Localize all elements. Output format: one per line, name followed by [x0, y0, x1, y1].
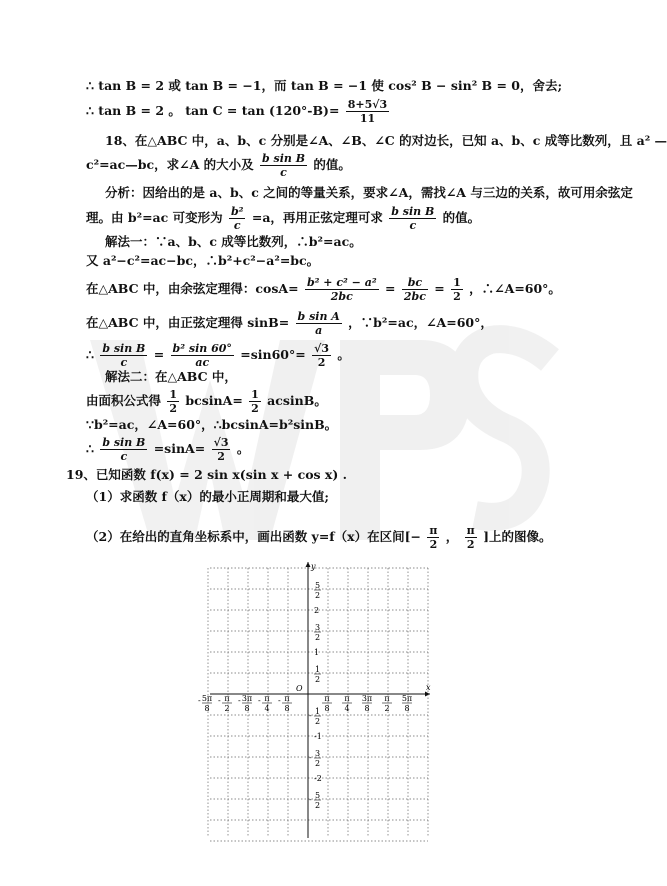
fraction: $\frac{1}{2}$: [169, 388, 178, 415]
fraction: $\frac{1}{2}$: [251, 388, 259, 415]
y-tick-denominator: 2: [315, 633, 321, 642]
fraction: $\frac{1}{2}$: [453, 276, 461, 303]
question-19-part-1: （1）求函数 f（x）的最小正周期和最大值;: [86, 489, 329, 504]
x-tick-denominator: 4: [344, 704, 350, 713]
fraction: $\frac{\text{b sin B}}{c}$: [102, 436, 146, 463]
coordinate-grid: [198, 560, 432, 840]
x-tick-denominator: 8: [284, 704, 290, 713]
x-tick-numerator: π: [284, 694, 290, 703]
area-formula-line: 由面积公式得 $\frac{1}{2}$ bcsinA= $\frac{1}{2}$ acsinB。: [86, 388, 327, 415]
fraction: $\frac{8+5√3}{11}$: [347, 98, 388, 125]
fraction: $\frac{bc}{2bc}$: [403, 276, 426, 303]
y-tick-sign: -: [309, 795, 312, 804]
y-tick-numerator: 5: [315, 581, 321, 590]
x-axis-label: x: [426, 683, 431, 692]
x-tick-denominator: 8: [244, 704, 250, 713]
y-tick-denominator: 2: [315, 717, 321, 726]
y-tick-numerator: 3: [315, 749, 321, 758]
cosine-law-line: 在△ABC 中，由余弦定理得：cosA= $\frac{\text{b² + c² − a²}}{2bc}$ = $\frac{bc}{2bc}$ = $\frac{1}{2}$ ，∴∠A=60°。: [86, 276, 561, 303]
y-tick-numerator: 1: [315, 665, 321, 674]
x-tick-sign: -: [278, 696, 281, 705]
question-18-cont: c²=ac—bc，求∠A 的大小及 $\frac{\text{b sin B}}{c}$ 的值。: [86, 152, 351, 179]
fraction: $\frac{√3}{2}$: [314, 342, 329, 369]
x-tick-numerator: π: [384, 694, 390, 703]
fraction: $\frac{\pi}{2}$: [466, 524, 475, 551]
x-tick-numerator: π: [344, 694, 350, 703]
question-19: 19、已知函数 f(x) = 2 sin x(sin x + cos x) .: [66, 467, 347, 482]
fraction: $\frac{\text{b sin B}}{c}$: [391, 205, 435, 232]
x-tick-denominator: 8: [364, 704, 370, 713]
question-18: 18、在△ABC 中，a、b、c 分别是∠A、∠B、∠C 的对边长，已知 a、b、c 成等比数列，且 a² —: [105, 133, 667, 148]
y-tick-label: -2: [314, 774, 322, 783]
solution-2-line-3: ∵b²=ac，∠A=60°，∴bcsinA=b²sinB。: [86, 417, 338, 432]
y-tick-label: 1: [314, 648, 320, 657]
x-tick-numerator: 5π: [401, 694, 413, 703]
x-tick-sign: -: [238, 696, 241, 705]
solution-2-title: 解法二：在△ABC 中，: [105, 369, 237, 384]
fraction: $\frac{\text{b² + c² − a²}}{2bc}$: [306, 276, 377, 303]
x-tick-sign: -: [258, 696, 261, 705]
y-tick-denominator: 2: [315, 801, 321, 810]
solution-1-line-1: 解法一：∵a、b、c 成等比数列，∴b²=ac。: [105, 234, 362, 249]
line-tan-b: ∴ tan B = 2 或 tan B = −1，而 tan B = −1 使 cos² B − sin² B = 0，舍去;: [86, 78, 563, 93]
y-tick-numerator: 1: [315, 707, 321, 716]
x-tick-sign: -: [218, 696, 221, 705]
solution-2-result: ∴ $\frac{\text{b sin B}}{c}$ =sinA= $\frac{√3}{2}$ 。: [86, 436, 250, 463]
x-tick-denominator: 8: [404, 704, 410, 713]
origin-label: O: [296, 684, 303, 693]
line-tan-c: ∴ tan B = 2 。 tan C = tan (120°-B)= $\frac{8+5√3}{11}$: [86, 98, 388, 125]
x-tick-numerator: 5π: [201, 694, 213, 703]
x-axis-arrow: [425, 692, 430, 697]
analysis-line-2: 理。由 b²=ac 可变形为 $\frac{\text{b²}}{c}$ =a，再用正弦定理可求 $\frac{\text{b sin B}}{c}$ 的值。: [86, 205, 481, 232]
y-tick-label: -1: [314, 732, 322, 741]
x-tick-numerator: 3π: [241, 694, 253, 703]
analysis-line-1: 分析：因给出的是 a、b、c 之间的等量关系，要求∠A，需找∠A 与三边的关系，故可用余弦定: [105, 185, 633, 200]
sine-law-line: 在△ABC 中，由正弦定理得 sinB= $\frac{\text{b sin A}}{a}$ ，∵b²=ac，∠A=60°，: [86, 310, 493, 337]
y-tick-denominator: 2: [315, 591, 321, 600]
fraction: $\frac{\text{b²}}{c}$: [230, 205, 244, 232]
x-tick-denominator: 2: [224, 704, 230, 713]
y-tick-label: 2: [314, 606, 320, 615]
x-tick-denominator: 2: [384, 704, 390, 713]
y-axis-arrow: [306, 562, 311, 567]
fraction: $\frac{\text{b sin B}}{c}$: [102, 342, 146, 369]
y-tick-numerator: 5: [315, 791, 321, 800]
y-tick-denominator: 2: [315, 759, 321, 768]
y-tick-numerator: 3: [315, 623, 321, 632]
fraction: $\frac{\pi}{2}$: [429, 524, 438, 551]
y-axis-label: y: [311, 562, 316, 571]
fraction: $\frac{\text{b sin B}}{c}$: [262, 152, 306, 179]
x-tick-numerator: π: [224, 694, 230, 703]
x-tick-denominator: 4: [264, 704, 270, 713]
x-tick-numerator: π: [324, 694, 330, 703]
x-tick-sign: -: [198, 696, 201, 705]
question-19-part-2: （2）在给出的直角坐标系中，画出函数 y=f（x）在区间[− $\frac{\pi}{2}$ ， $\frac{\pi}{2}$ ]上的图像。: [86, 524, 552, 551]
fraction: $\frac{√3}{2}$: [213, 436, 229, 463]
x-tick-denominator: 8: [324, 704, 330, 713]
fraction: $\frac{\text{b² sin 60°}}{ac}$: [172, 342, 232, 369]
y-tick-denominator: 2: [315, 675, 321, 684]
fraction: $\frac{\text{b sin A}}{a}$: [297, 310, 340, 337]
sine-result-line: ∴ $\frac{\text{b sin B}}{c}$ = $\frac{\text{b² sin 60°}}{ac}$ =sin60°= $\frac{√3}{2}$ 。: [86, 342, 350, 369]
y-tick-sign: -: [309, 711, 312, 720]
x-tick-numerator: π: [264, 694, 270, 703]
y-tick-sign: -: [309, 753, 312, 762]
x-tick-denominator: 8: [204, 704, 210, 713]
x-tick-numerator: 3π: [361, 694, 373, 703]
solution-1-line-2: 又 a²−c²=ac−bc，∴b²+c²−a²=bc。: [86, 253, 320, 268]
